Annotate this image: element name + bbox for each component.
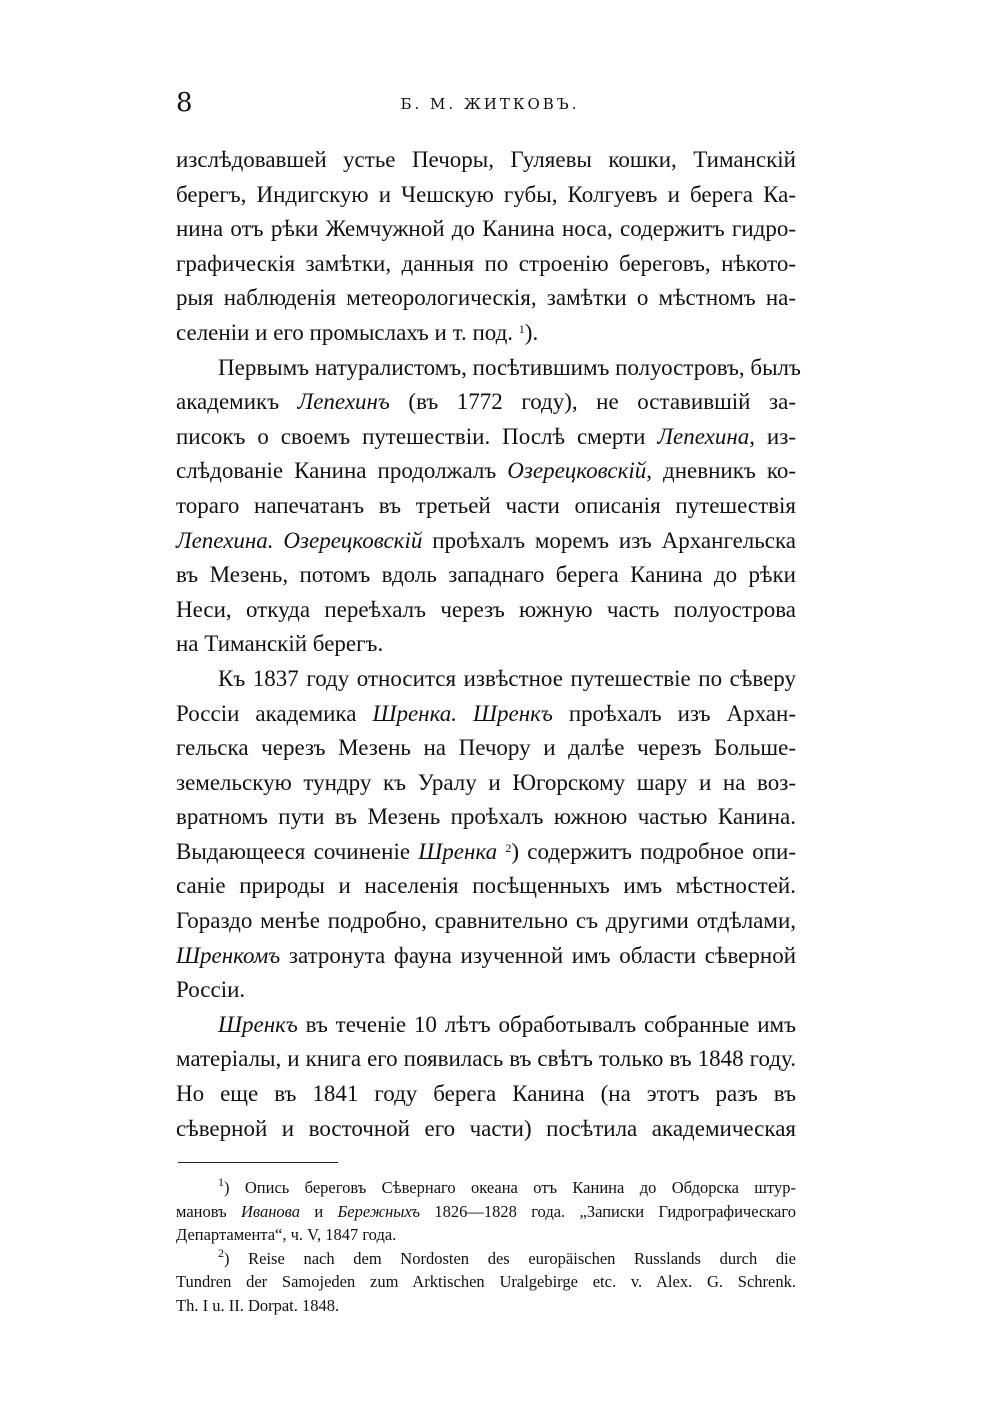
- paragraph-4: [176, 1008, 796, 1146]
- text-line: сѣверной и восточной его части) посѣтила академическая: [176, 1115, 796, 1141]
- text-line: изслѣдовавшей устье Печоры, Гуляевы кошки, Тиманскій: [176, 147, 796, 172]
- paragraph-1: [176, 143, 796, 351]
- text-line: гельска черезъ Мезень на Печору и далѣе черезъ Больше-: [176, 735, 796, 761]
- footnote-divider: [178, 1162, 338, 1163]
- text-line: Первымъ натуралистомъ, посѣтившимъ полуостровъ, былъ: [218, 354, 801, 380]
- page-number: 8: [176, 88, 193, 118]
- text-line: Лепехина. Озерецковскій проѣхалъ моремъ изъ Архангельска: [176, 527, 796, 553]
- text-line: Шренкъ въ теченіе 10 лѣтъ обработывалъ собранные имъ: [218, 1011, 796, 1037]
- text-line: земельскую тундру къ Уралу и Югорскому шару и на воз-: [176, 769, 796, 795]
- footnote-line: $^1$) Опись береговъ Сѣвернаго океана отъ Канина до Обдорска штур-: [218, 1175, 796, 1197]
- text-line: Неси, откуда переѣхалъ черезъ южную часть полуострова: [176, 596, 796, 622]
- footnote-line: Th. I u. II. Dorpat. 1848.: [176, 1295, 340, 1315]
- body-text: [176, 143, 801, 1146]
- text-line: въ Мезень, потомъ вдоль западнаго берега Канина до рѣки: [176, 562, 796, 588]
- footnote-mark: 2: [218, 1245, 224, 1260]
- text-line: академикъ Лепехинъ (въ 1772 году), не оставившій за-: [176, 389, 796, 415]
- text-line: нина отъ рѣки Жемчужной до Канина носа, содержитъ гидро-: [176, 216, 796, 242]
- text-line: Шренкомъ затронута фауна изученной имъ области сѣверной: [176, 942, 796, 968]
- footnote-mark: 1: [218, 1175, 224, 1189]
- text-line: Гораздо менѣе подробно, сравнительно съ другими отдѣлами,: [176, 908, 796, 934]
- text-line: тораго напечатанъ въ третьей части описанія путешествія: [176, 492, 796, 518]
- text-line: вратномъ пути въ Мезень проѣхалъ южною частью Канина.: [176, 804, 796, 830]
- text-line: матеріалы, и книга его появилась въ свѣтъ только въ 1848 году.: [176, 1046, 796, 1072]
- footnote-line: Департамента“, ч. V, 1847 года.: [176, 1225, 397, 1244]
- text-line: саніе природы и населенія посѣщенныхъ имъ мѣстностей.: [176, 873, 796, 899]
- footnote-ref: 1: [518, 321, 525, 336]
- text-line: рыя наблюденія метеорологическія, замѣтки о мѣстномъ на-: [176, 285, 796, 311]
- text-line: на Тиманскій берегъ.: [176, 631, 384, 657]
- text-line: Но еще въ 1841 году берега Канина (на этотъ разъ въ: [176, 1081, 796, 1107]
- text-line: графическія замѣтки, данныя по строенію береговъ, нѣкото-: [176, 250, 796, 276]
- text-line: Къ 1837 году относится извѣстное путешествіе по сѣверу: [218, 665, 796, 691]
- text-line: Выдающееся сочиненіе Шренка $^2$) содержитъ подробное опи-: [176, 838, 797, 864]
- text-line: слѣдованіе Канина продолжалъ Озерецковскій, дневникъ ко-: [176, 458, 797, 484]
- footnote-line: мановъ Иванова и Бережныхъ 1826—1828 года. „Записки Гидрографическаго: [176, 1201, 796, 1221]
- footnotes: [176, 1176, 796, 1317]
- text-line: Россіи.: [176, 977, 246, 1003]
- text-line: селеніи и его промыслахъ и т. под. $^1$).: [176, 319, 539, 345]
- footnote-line: Tundren der Samojeden zum Arktischen Uralgebirge etc. v. Alex. G. Schrenk.: [176, 1272, 796, 1291]
- text-line: берегъ, Индигскую и Чешскую губы, Колгуевъ и берега Ка-: [176, 181, 796, 207]
- footnote-ref: 2: [505, 840, 512, 855]
- paragraph-3: [176, 662, 796, 1008]
- text-line: писокъ о своемъ путешествіи. Послѣ смерти Лепехина, из-: [176, 423, 796, 449]
- paragraph-2: [176, 351, 801, 662]
- footnote-line: $^2$) Reise nach dem Nordosten des europäischen Russlands durch die: [218, 1245, 796, 1268]
- running-title: Б. М. ЖИТКОВЪ.: [400, 95, 580, 113]
- footnote-1: [176, 1176, 796, 1247]
- text-line: Россіи академика Шренка. Шренкъ проѣхалъ изъ Архан-: [176, 700, 796, 726]
- footnote-2: [176, 1247, 796, 1318]
